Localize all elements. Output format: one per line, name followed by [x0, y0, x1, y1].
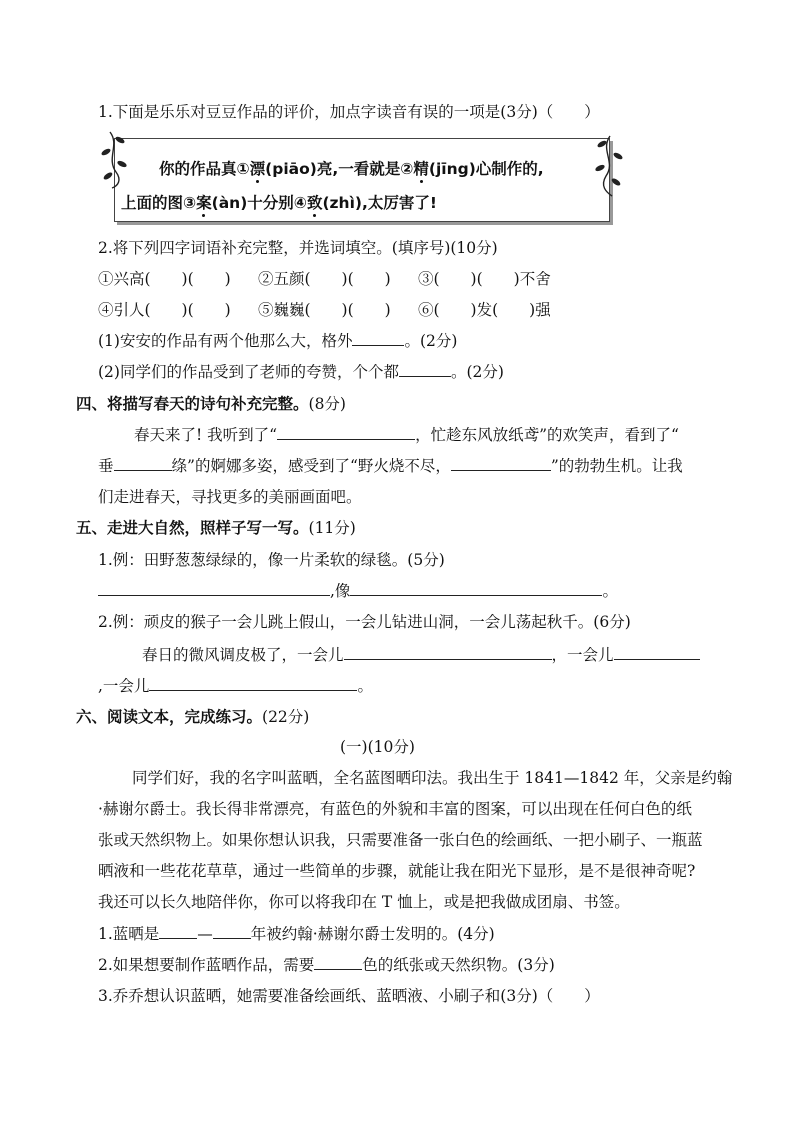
sec4-line-1: 春天来了! 我听到了“ ，忙趁东风放纸鸢”的欢笑声，看到了“ — [134, 426, 679, 444]
answer-blank[interactable] — [149, 676, 357, 691]
evaluation-line-2: 上面的图③案(àn)十分别④致(zhì),太厉害了! — [121, 194, 437, 212]
answer-blank[interactable] — [399, 362, 451, 377]
answer-blank[interactable] — [277, 425, 415, 440]
reading-paragraph-line: 晒液和一些花花草草，通过一些简单的步骤，就能让我在阳光下显形，是不是很神奇呢? — [98, 862, 696, 880]
sec6-q2: 2.如果想要制作蓝晒作品，需要 色的纸张或天然织物。(3分) — [98, 956, 555, 974]
answer-blank[interactable] — [314, 955, 362, 970]
sec5-q2: 2.例：顽皮的猴子一会儿跳上假山，一会儿钻进山洞，一会儿荡起秋千。(6分) — [98, 613, 631, 631]
reading-paragraph-line: ·赫谢尔爵士。我长得非常漂亮，有蓝色的外貌和丰富的图案，可以出现在任何白色的纸 — [98, 800, 692, 818]
sec5-q1: 1.例：田野葱葱绿绿的，像一片柔软的绿毯。(5分) — [98, 551, 445, 569]
answer-blank[interactable] — [213, 924, 251, 939]
sec5-q2-answer-1: 春日的微风调皮极了，一会儿 ，一会儿 — [142, 645, 700, 665]
answer-blank[interactable] — [344, 645, 552, 660]
evaluation-box — [114, 138, 610, 222]
sec4-line-2: 垂 绦”的婀娜多姿，感受到了“野火烧不尽， ”的勃勃生机。让我 — [98, 457, 683, 475]
q2-title: 2.将下列四字词语补充完整，并选词填空。(填序号)(10分) — [98, 239, 498, 257]
dotted-char-2: 精 — [413, 160, 429, 178]
answer-blank[interactable] — [352, 331, 404, 346]
vine-decoration-left-icon — [100, 130, 134, 190]
dotted-char-1: 漂 — [249, 160, 266, 178]
answer-blank[interactable] — [614, 645, 700, 660]
reading-paragraph-line: 我还可以长久地陪伴你，你可以将我印在 T 恤上，或是把我做成团扇、书签。 — [98, 893, 630, 911]
idiom-row-1: ①兴高( )( ) ②五颜( )( ) ③( )( )不舍 — [98, 270, 551, 288]
idiom-row-2: ④引人( )( ) ⑤巍巍( )( ) ⑥( )发( )强 — [98, 301, 551, 319]
dotted-char-4: 致 — [306, 194, 323, 212]
reading-paragraph-line: 张或天然织物上。如果你想认识我，只需要准备一张白色的绘画纸、一把小刷子、一瓶蓝 — [98, 831, 703, 849]
section-6-heading: 六、阅读文本，完成练习。(22分) — [76, 707, 310, 726]
sec5-q1-answer: ,像 。 — [98, 581, 618, 601]
answer-blank[interactable] — [350, 581, 602, 596]
sec4-line-3: 们走进春天，寻找更多的美丽画面吧。 — [98, 488, 362, 506]
reading-part-1-title: (一)(10分) — [340, 738, 415, 756]
dotted-char-3: 案 — [196, 194, 212, 212]
answer-blank[interactable] — [159, 924, 197, 939]
sec6-q1: 1.蓝晒是 — 年被约翰·赫谢尔爵士发明的。(4分) — [98, 925, 495, 943]
answer-blank[interactable] — [98, 581, 330, 596]
reading-paragraph-line: 同学们好，我的名字叫蓝晒，全名蓝图晒印法。我出生于 1841—1842 年，父亲是约翰 — [132, 769, 733, 787]
q1-title: 1.下面是乐乐对豆豆作品的评价，加点字读音有误的一项是(3分)（ ） — [98, 103, 600, 121]
answer-blank[interactable] — [114, 456, 172, 471]
sec5-q2-answer-2: ,一会儿 。 — [98, 677, 373, 695]
sec6-q3: 3.乔乔想认识蓝晒，她需要准备绘画纸、蓝晒液、小刷子和(3分)（ ） — [98, 987, 600, 1005]
evaluation-line-1: 你的作品真①漂(piāo)亮,一看就是②精(jīng)心制作的, — [159, 160, 544, 178]
section-5-heading: 五、走进大自然，照样子写一写。(11分) — [76, 518, 356, 537]
answer-blank[interactable] — [451, 456, 551, 471]
section-4-heading: 四、将描写春天的诗句补充完整。(8分) — [76, 394, 346, 413]
vine-decoration-right-icon — [592, 134, 628, 198]
q2-sentence-2: (2)同学们的作品受到了老师的夸赞，个个都 。(2分) — [98, 363, 504, 381]
q2-sentence-1: (1)安安的作品有两个他那么大，格外 。(2分) — [98, 332, 458, 350]
